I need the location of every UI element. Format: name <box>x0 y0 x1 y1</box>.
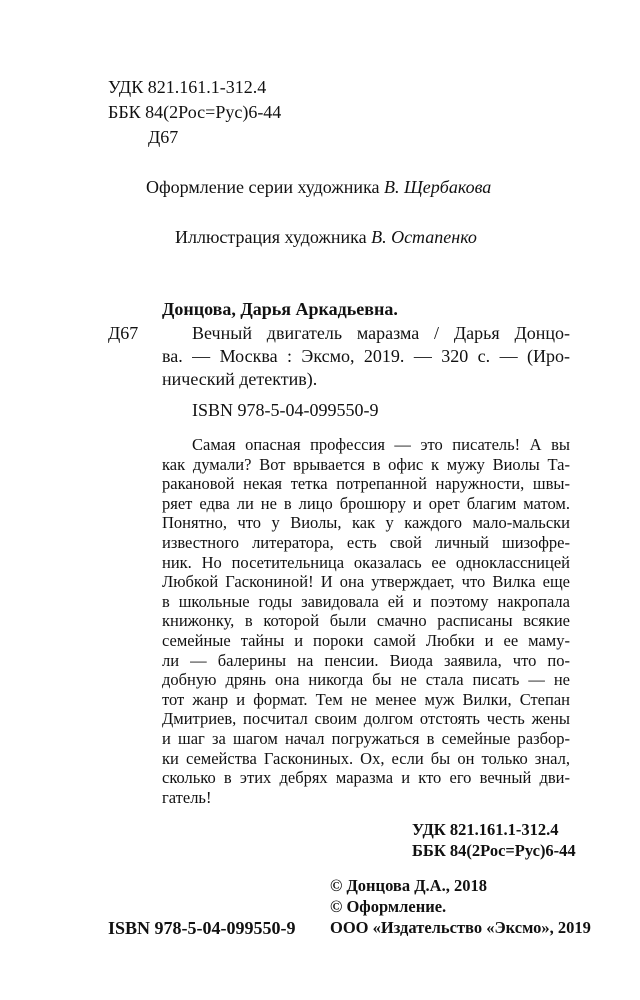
series-design-label: Оформление серии художника <box>146 177 385 197</box>
annotation-line: тот жанр и формат. Тем не менее муж Вилки, Степан <box>162 689 570 709</box>
copyright-line: ООО «Издательство «Эксмо», 2019 <box>330 918 591 937</box>
author-mark: Д67 <box>148 127 179 147</box>
series-design-artist: В. Щербакова <box>384 177 492 197</box>
annotation-line: как думали? Вот врывается в офис к мужу Виолы Та- <box>162 454 570 474</box>
illustration-credit <box>175 226 477 248</box>
annotation-line: Любкой Гаскониной! И она утверждает, что Вилка еще <box>162 572 570 592</box>
annotation-line: ряет едва ли не в лицо брошюру и орет благим матом. <box>162 493 570 513</box>
annotation-line: Понятно, что у Виолы, как у каждого мало-мальски <box>162 513 570 533</box>
series-design-credit <box>146 176 491 198</box>
catalog-record-line: нический детектив). <box>162 369 318 389</box>
catalog-isbn: ISBN 978-5-04-099550-9 <box>192 400 379 420</box>
annotation-line: Дмитриев, посчитал своим долгом отстоять честь жены <box>162 709 570 729</box>
annotation-line: ракановой некая тетка потрепанной наружности, швы- <box>162 474 570 494</box>
author-heading: Донцова, Дарья Аркадьевна. <box>162 299 398 319</box>
copyright-line: © Оформление. <box>330 897 447 916</box>
annotation-line: гатель! <box>162 787 212 807</box>
annotation-line: сколько в этих дебрях маразма и кто его вечный дви- <box>162 768 570 788</box>
footer-bbk-code: ББК 84(2Рос=Рус)6-44 <box>412 841 576 860</box>
footer-udk-code: УДК 821.161.1-312.4 <box>412 820 559 839</box>
copyright-line: © Донцова Д.А., 2018 <box>330 876 487 895</box>
annotation-line: добную дрянь она никогда бы не стала писать — не <box>162 670 570 690</box>
annotation-line: и шаг за шагом начал погружаться в семейные разбор- <box>162 729 570 748</box>
annotation-line: семейные тайны и пороки самой Любки и ее маму- <box>162 631 570 650</box>
illustration-artist: В. Остапенко <box>371 227 477 247</box>
annotation-line: Самая опасная профессия — это писатель! А вы <box>192 435 570 454</box>
annotation-line: ли — балерины на пенсии. Виода заявила, что по- <box>162 650 570 670</box>
catalog-record-line: ва. — Москва : Эксмо, 2019. — 320 с. — (Иро- <box>162 346 570 366</box>
illustration-label: Иллюстрация художника <box>175 227 372 247</box>
annotation-line: в школьные годы завидовала ей и поэтому накропала <box>162 591 570 611</box>
catalog-record-line: Вечный двигатель маразма / Дарья Донцо- <box>192 323 570 343</box>
annotation-line: ник. Но посетительница оказалась ее одноклассницей <box>162 552 570 572</box>
annotation-line: ки семейства Гаскониных. Ох, если бы он только знал, <box>162 748 570 768</box>
udk-code: УДК 821.161.1-312.4 <box>108 77 267 97</box>
annotation-line: книжонку, в которой были смачно расписаны всякие <box>162 611 570 631</box>
bbk-code: ББК 84(2Рос=Рус)6-44 <box>108 102 282 122</box>
annotation-line: известного литератора, есть свой личный шизофре- <box>162 533 570 552</box>
catalog-author-mark: Д67 <box>108 323 139 343</box>
footer-isbn: ISBN 978-5-04-099550-9 <box>108 918 296 938</box>
